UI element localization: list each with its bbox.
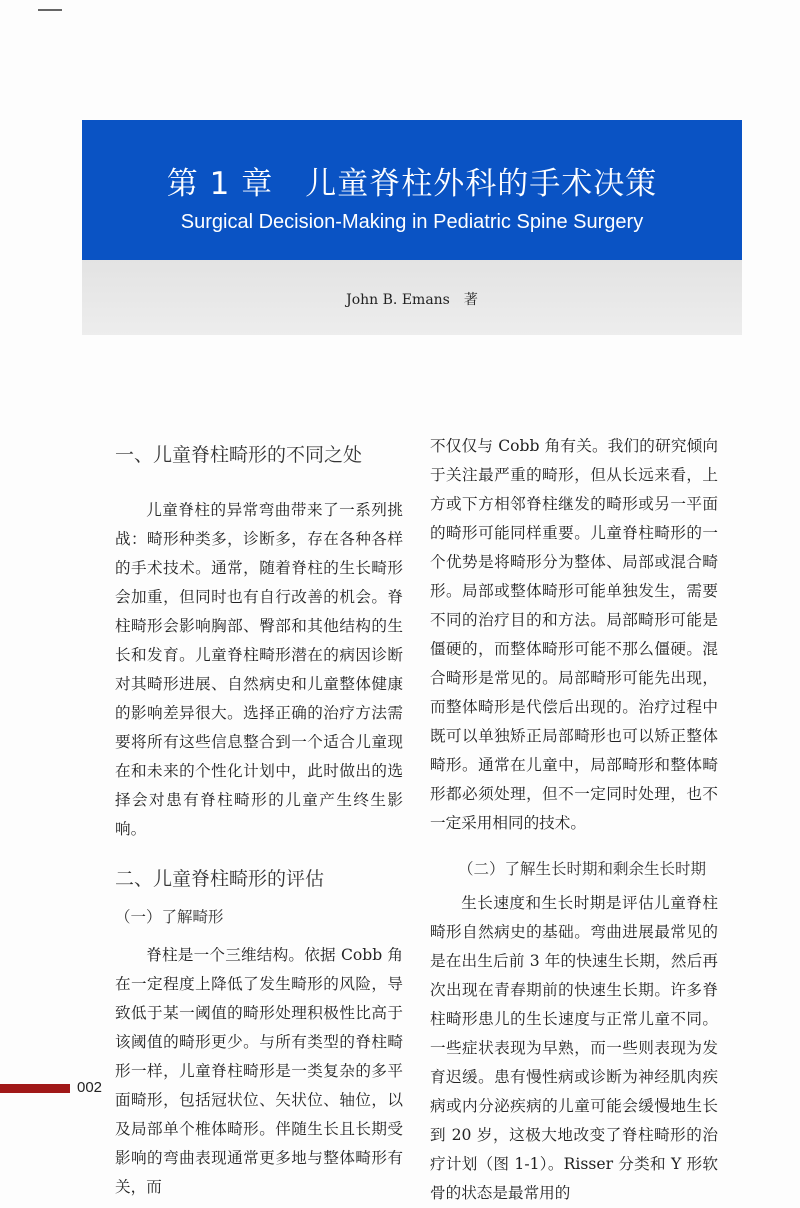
paragraph: 脊柱是一个三维结构。依据 Cobb 角在一定程度上降低了发生畸形的风险，导致低于某一阈值的畸形处理积极性比高于该阈值的畸形更少。与所有类型的脊柱畸形一样，儿童脊柱畸形是一类复杂的多平面畸形，包括冠状位、矢状位、轴位，以及局部单个椎体畸形。伴随生长且长期受影响的弯曲表现通常更多地与整体畸形有关，而 xyxy=(115,946,403,1196)
paragraph: 不仅仅与 Cobb 角有关。我们的研究倾向于关注最严重的畸形，但从长远来看，上方或下方相邻脊柱继发的畸形或另一平面的畸形可能同样重要。儿童脊柱畸形的一个优势是将畸形分为整体、局部或混合畸形。局部或整体畸形可能单独发生，需要不同的治疗目的和方法。局部畸形可能是僵硬的，而整体畸形可能不那么僵硬。混合畸形是常见的。局部畸形可能先出现，而整体畸形是代偿后出现的。治疗过程中既可以单独矫正局部畸形也可以矫正整体畸形。通常在儿童中，局部畸形和整体畸形都必须处理，但不一定同时处理，也不一定采用相同的技术。 xyxy=(430,437,718,832)
paragraph: 生长速度和生长时期是评估儿童脊柱畸形自然病史的基础。弯曲进展最常见的是在出生后前 3 年的快速生长期，然后再次出现在青春期前的快速生长期。许多脊柱畸形患儿的生长速度与正常儿童不同。一些症状表现为早熟，而一些则表现为发育迟缓。患有慢性病或诊断为神经肌肉疾病或内分泌疾病的儿童可能会缓慢地生长到 20 岁，这极大地改变了脊柱畸形的治疗计划（图 1-1）。Risser 分类和 Y 形软骨的状态是最常用的 xyxy=(430,894,718,1202)
paragraph: 儿童脊柱的异常弯曲带来了一系列挑战：畸形种类多，诊断多，存在各种各样的手术技术。通常，随着脊柱的生长畸形会加重，但同时也有自行改善的机会。脊柱畸形会影响胸部、臀部和其他结构的生长和发育。儿童脊柱畸形潜在的病因诊断对其畸形进展、自然病史和儿童整体健康的影响差异很大。选择正确的治疗方法需要将所有这些信息整合到一个适合儿童现在和未来的个性化计划中，此时做出的选择会对患有脊柱畸形的儿童产生终生影响。 xyxy=(115,501,403,838)
section-heading-1: 一、儿童脊柱畸形的不同之处 xyxy=(115,444,363,466)
chapter-title-en: Surgical Decision-Making in Pediatric Spine Surgery xyxy=(180,211,644,233)
left-column xyxy=(115,440,403,1202)
subsection-heading: （一）了解畸形 xyxy=(115,908,224,926)
footer-bar xyxy=(0,1084,70,1093)
page-number: 002 xyxy=(77,1079,103,1096)
author-bar xyxy=(82,260,742,335)
right-column xyxy=(430,432,718,1208)
author: John B. Emans 著 xyxy=(346,292,478,308)
chapter-banner xyxy=(82,120,742,260)
chapter-title-zh: 第 1 章 儿童脊柱外科的手术决策 xyxy=(166,166,658,202)
subsection-heading: （二）了解生长时期和剩余生长时期 xyxy=(458,860,707,878)
section-heading-2: 二、儿童脊柱畸形的评估 xyxy=(115,868,325,890)
corner-mark xyxy=(38,9,62,11)
